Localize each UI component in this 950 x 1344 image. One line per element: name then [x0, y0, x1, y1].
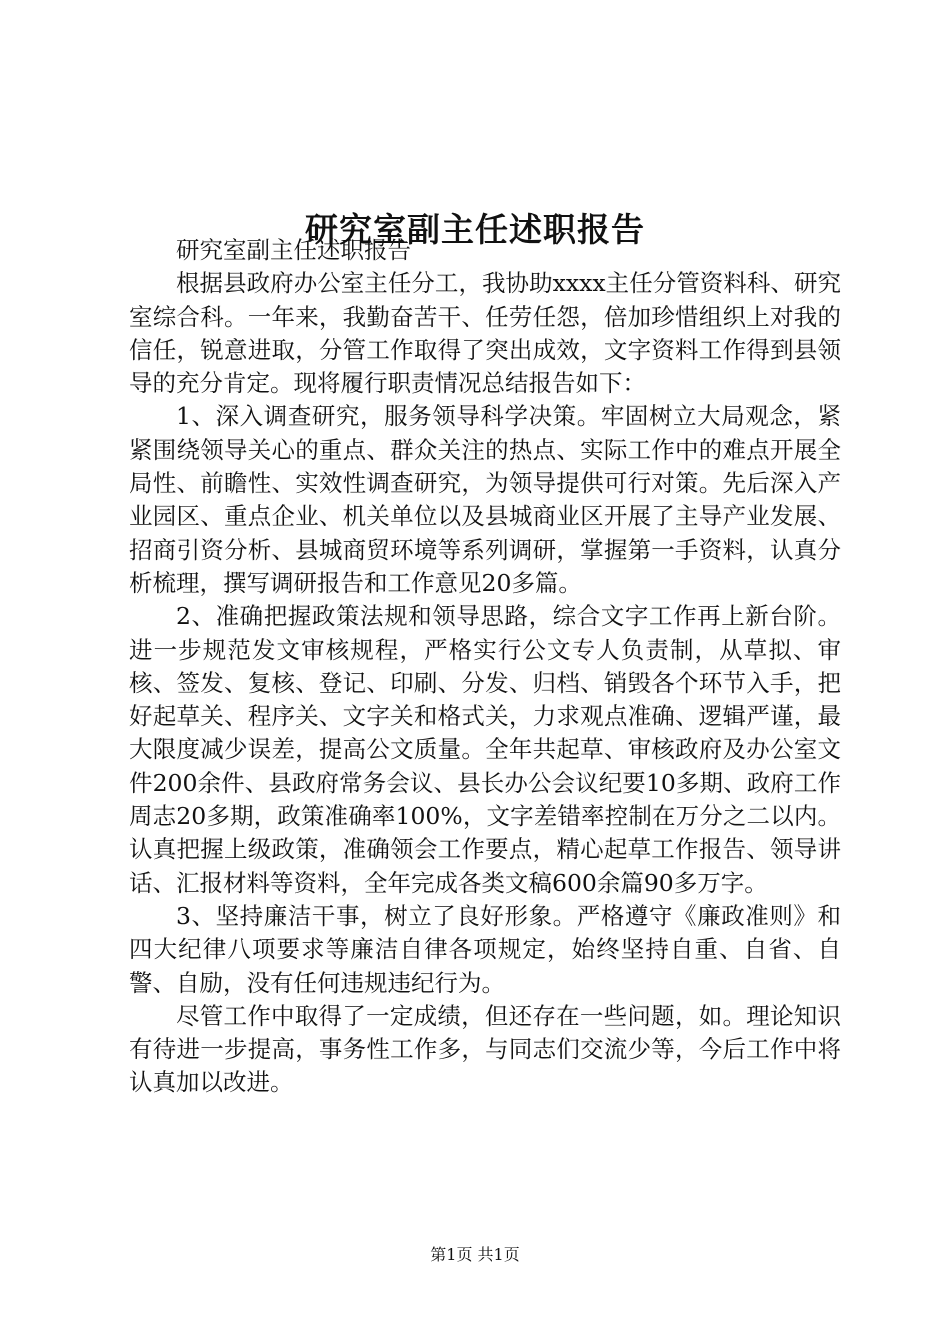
paragraph-item-3: 3、坚持廉洁干事，树立了良好形象。严格遵守《廉政准则》和四大纪律八项要求等廉洁自律各项规定，始终坚持自重、自省、自警、自励，没有任何违规违纪行为。 [129, 901, 841, 997]
page-footer: 第1页 共1页 [430, 1245, 520, 1264]
paragraph-intro: 根据县政府办公室主任分工，我协助xxxx主任分管资料科、研究室综合科。一年来，我勤奋苦干、任劳任怨，倍加珍惜组织上对我的信任，锐意进取，分管工作取得了突出成效，文字资料工作得到县领导的充分肯定。现将履行职责情况总结报告如下： [129, 269, 841, 398]
paragraph-item-1: 1、深入调查研究，服务领导科学决策。牢固树立大局观念，紧紧围绕领导关心的重点、群众关注的热点、实际工作中的难点开展全局性、前瞻性、实效性调查研究，为领导提供可行对策。先后深入产业园区、重点企业、机关单位以及县城商业区开展了主导产业发展、招商引资分析、县城商贸环境等系列调研，掌握第一手资料，认真分析梳理，撰写调研报告和工作意见20多篇。 [129, 402, 841, 597]
paragraph-subtitle: 研究室副主任述职报告 [176, 236, 411, 264]
paragraph-item-2: 2、准确把握政策法规和领导思路，综合文字工作再上新台阶。进一步规范发文审核规程，严格实行公文专人负责制，从草拟、审核、签发、复核、登记、印刷、分发、归档、销毁各个环节入手，把好起草关、程序关、文字关和格式关，力求观点准确、逻辑严谨，最大限度减少误差，提高公文质量。全年共起草、审核政府及办公室文件200余件、县政府常务会议、县长办公会议纪要10多期、政府工作周志20多期，政策准确率100%，文字差错率控制在万分之二以内。认真把握上级政策，准确领会工作要点，精心起草工作报告、领导讲话、汇报材料等资料，全年完成各类文稿600余篇90多万字。 [129, 602, 841, 897]
document-title: 研究室副主任述职报告 [305, 210, 645, 250]
paragraph-conclusion: 尽管工作中取得了一定成绩，但还存在一些问题，如。理论知识有待进一步提高，事务性工作多，与同志们交流少等，今后工作中将认真加以改进。 [129, 1001, 841, 1097]
document-body [129, 234, 841, 1100]
